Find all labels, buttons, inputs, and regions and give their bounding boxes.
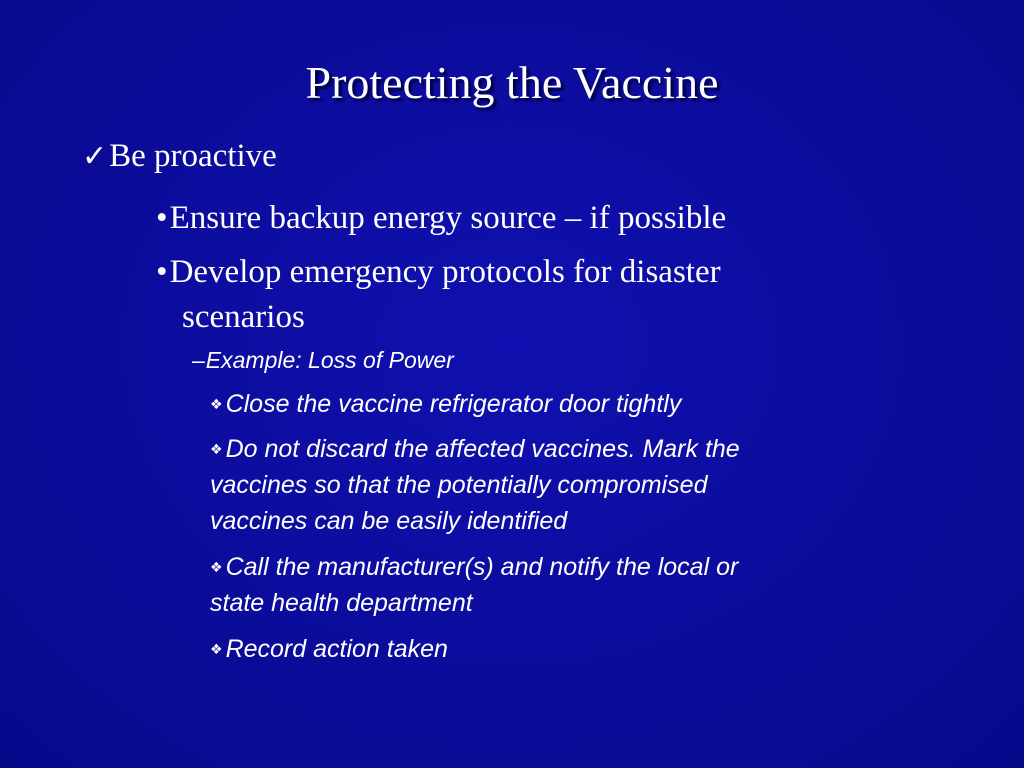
bullet-icon: •	[156, 254, 168, 290]
action-text: Record action taken	[225, 635, 448, 663]
action-item-call-manufacturer	[210, 549, 738, 586]
action-text-continuation: state health department	[210, 589, 473, 617]
action-text: Close the vaccine refrigerator door tightly	[225, 390, 682, 418]
action-item-call-manufacturer-line2	[210, 585, 473, 621]
action-text: Call the manufacturer(s) and notify the local or	[225, 553, 739, 581]
slide-title: Protecting the Vaccine	[305, 57, 719, 108]
action-text-continuation: vaccines so that the potentially compromised	[210, 471, 708, 499]
action-item-do-not-discard-line3	[210, 503, 567, 539]
dash-icon: –	[192, 347, 205, 373]
bullet-text-continuation: scenarios	[182, 299, 305, 335]
action-item-close-door	[210, 386, 681, 423]
bullet-emergency-protocols-cont	[182, 290, 305, 344]
action-text-continuation: vaccines can be easily identified	[210, 507, 568, 535]
bullet-text: Develop emergency protocols for disaster	[169, 254, 721, 290]
bullet-backup-energy	[156, 191, 726, 245]
action-text: Do not discard the affected vaccines. Mark the	[225, 435, 740, 463]
sub-bullet-example	[192, 345, 454, 375]
bullet-text: Ensure backup energy source – if possible	[169, 200, 727, 236]
bullet-icon: •	[156, 200, 168, 236]
diamond-bullet-icon: ❖	[210, 560, 223, 576]
diamond-bullet-icon: ❖	[210, 642, 223, 658]
bullet-be-proactive	[82, 134, 277, 179]
action-item-do-not-discard-line2	[210, 467, 707, 503]
action-item-record-action	[210, 631, 448, 668]
action-item-do-not-discard	[210, 431, 740, 468]
diamond-bullet-icon: ❖	[210, 397, 223, 413]
bullet-text: Be proactive	[109, 138, 277, 174]
diamond-bullet-icon: ❖	[210, 442, 223, 458]
sub-bullet-text: Example: Loss of Power	[205, 347, 454, 373]
checkmark-icon: ✓	[82, 139, 108, 174]
